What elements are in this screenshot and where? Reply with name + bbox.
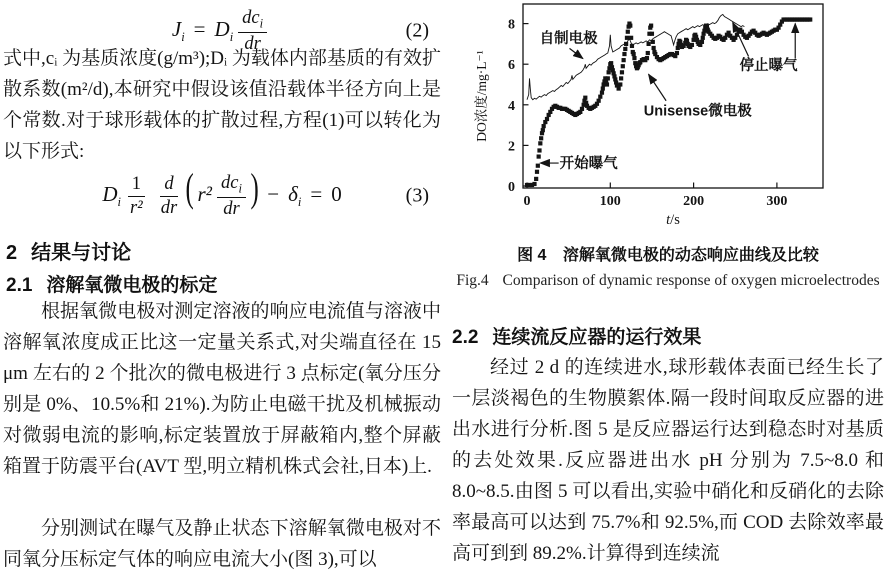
equation-3 <box>3 166 441 226</box>
svg-text:DO浓度/mg·L⁻¹: DO浓度/mg·L⁻¹ <box>474 50 489 142</box>
body-paragraph: 根据氧微电极对测定溶液的响应电流值与溶液中溶解氧浓度成正比这一定量关系式,对尖端直径在 15 μm 左右的 2 个批次的微电极进行 3 点标定(氧分压分别是 0%、10.5%和 21%).为防止电磁干扰及机械振动对微弱电流的影响,标定装置放于屏蔽箱内,整个屏蔽箱置于防震平台(AVT 型,明立精机株式会社,日本)上. <box>3 301 441 477</box>
body-paragraph: 经过 2 d 的连续进水,球形载体表面已经生长了一层淡褐色的生物膜絮体.隔一段时间取反应器的进出水进行分析.图 5 是反应器运行达到稳态时对基质的去处效果.反应器进出水 pH 分别为 7.5~8.0 和 8.0~8.5.由图 5 可以看出,实验中硝化和反硝化的去除率最高可以达到 75.7%和 92.5%,而 COD 去除效率最高可到到 89.2%.计算得到连续流 <box>452 357 884 564</box>
figure-number-en: Fig.4 <box>456 272 489 289</box>
svg-text:0: 0 <box>523 194 531 209</box>
section-heading-2-1: 2.1 溶解氧微电极的标定 <box>6 270 217 297</box>
figure-caption-cn-text: 溶解氧微电极的动态响应曲线及比较 <box>562 247 819 264</box>
svg-text:4: 4 <box>508 98 515 114</box>
svg-text:自制电极: 自制电极 <box>539 30 598 47</box>
equation-2-number: (2) <box>405 19 429 42</box>
svg-text:开始曝气: 开始曝气 <box>559 156 618 173</box>
svg-text:2: 2 <box>508 139 515 155</box>
equation-3-number: (3) <box>405 184 429 207</box>
svg-text:停止曝气: 停止曝气 <box>739 58 798 75</box>
svg-text:100: 100 <box>599 194 621 209</box>
section-heading-2-2: 2.2 连续流反应器的运行效果 <box>452 322 701 349</box>
section-heading-results: 2 结果与讨论 <box>6 236 131 265</box>
body-paragraph: 式中,cᵢ 为基质浓度(g/m³);Dᵢ 为载体内部基质的有效扩散系数(m²/d),本研究中假设该值沿载体半径方向上是个常数.对于球形载体的扩散过程,方程(1)可以转化为以下形式: <box>3 48 441 162</box>
figure4-chart <box>452 0 884 232</box>
figure-number-cn: 图 4 <box>517 247 547 264</box>
svg-text:8: 8 <box>508 17 515 33</box>
figure-caption-cn <box>452 242 884 265</box>
svg-text:Unisense微电极: Unisense微电极 <box>643 103 752 120</box>
svg-text:300: 300 <box>766 194 788 209</box>
section-title: 连续流反应器的运行效果 <box>492 327 702 348</box>
figure-4 <box>452 0 884 232</box>
section-title: 溶解氧微电极的标定 <box>46 275 218 296</box>
equation-2-body: $J_i = D_i$ $\frac{dc_i}{dr}$ <box>172 7 272 55</box>
svg-text:t/s: t/s <box>666 212 680 228</box>
equation-3-body: $D_i$ $\frac{1}{\text{r²}}$ $\frac{d}{dr}$ ( r² $\frac{dc_i}{dr}$ ) − $\delta_i = 0$ <box>102 164 342 219</box>
figure-caption-en-text: Comparison of dynamic response of oxygen microelectrodes <box>502 272 880 289</box>
section-title: 结果与讨论 <box>31 242 132 264</box>
svg-text:0: 0 <box>508 180 515 195</box>
svg-text:6: 6 <box>508 58 515 74</box>
figure-caption-en <box>452 272 884 290</box>
body-paragraph: 分别测试在曝气及静止状态下溶解氧微电极对不同氧分压标定气体的响应电流大小(图 3),可以 <box>3 518 441 570</box>
svg-text:200: 200 <box>683 194 705 209</box>
